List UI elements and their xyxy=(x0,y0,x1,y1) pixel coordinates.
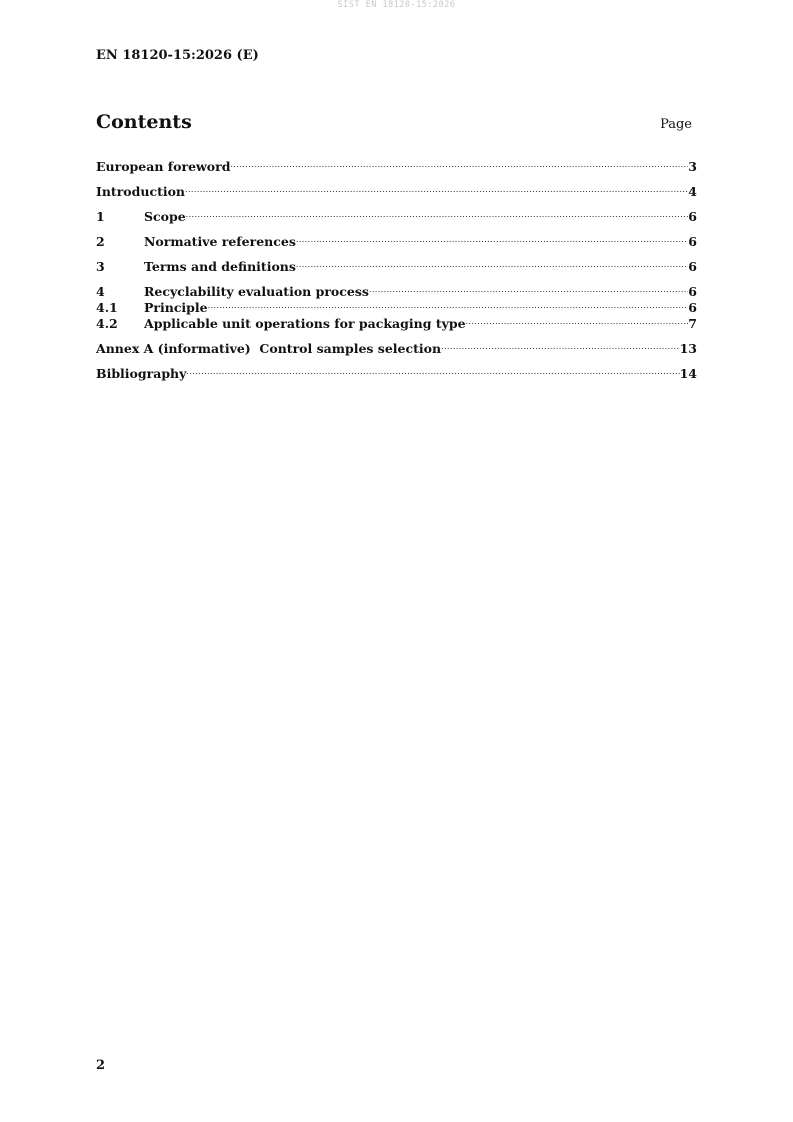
toc-leader-dots xyxy=(208,296,689,312)
toc-entry-annex-a[interactable] xyxy=(96,337,697,356)
toc-leader-dots xyxy=(466,312,689,328)
toc-entry-page: 7 xyxy=(688,316,697,331)
toc-entry-number: 1 xyxy=(96,209,105,224)
toc-entry-page: 3 xyxy=(688,159,697,174)
toc-entry-number: 4.1 xyxy=(96,300,118,315)
toc-entry-number: 3 xyxy=(96,259,105,274)
toc-leader-dots xyxy=(441,337,680,353)
toc-entry-label: Annex A (informative) Control samples selection xyxy=(96,341,442,356)
toc-entry-scope[interactable] xyxy=(96,205,697,224)
toc-entry-label: Terms and definitions xyxy=(144,259,296,274)
toc-entry-label: Scope xyxy=(144,209,186,224)
toc-entry-terms-and-definitions[interactable] xyxy=(96,255,697,274)
toc-leader-dots xyxy=(186,362,679,378)
toc-entry-page: 6 xyxy=(688,284,697,299)
toc-entry-label: Applicable unit operations for packaging type xyxy=(144,316,466,331)
toc-entry-label: Introduction xyxy=(96,184,186,199)
toc-leader-dots xyxy=(369,280,688,296)
toc-entry-label: Principle xyxy=(144,300,208,315)
toc-entry-number: 4 xyxy=(96,284,105,299)
toc-entry-introduction[interactable] xyxy=(96,180,697,199)
page-number: 2 xyxy=(96,1058,106,1073)
toc-entry-normative-references[interactable] xyxy=(96,230,697,249)
toc-entry-label: Bibliography xyxy=(96,366,187,381)
watermark: SIST EN 18120-15:2026 xyxy=(337,0,456,10)
page-column-label: Page xyxy=(660,117,692,132)
toc-entry-label: Normative references xyxy=(144,234,296,249)
toc-entry-page: 14 xyxy=(679,366,697,381)
toc-entry-page: 6 xyxy=(688,259,697,274)
toc-leader-dots xyxy=(296,255,688,271)
toc-entry-bibliography[interactable] xyxy=(96,362,697,381)
toc-leader-dots xyxy=(186,205,689,221)
contents-title: Contents xyxy=(96,111,192,133)
toc-entry-european-foreword[interactable] xyxy=(96,155,697,174)
toc-entry-page: 6 xyxy=(688,300,697,315)
toc-entry-page: 4 xyxy=(688,184,697,199)
toc-entry-recyclability-evaluation-process[interactable] xyxy=(96,280,697,299)
toc-entry-label: Recyclability evaluation process xyxy=(144,284,369,299)
toc-entry-page: 6 xyxy=(688,234,697,249)
table-of-contents xyxy=(96,155,697,381)
toc-leader-dots xyxy=(185,180,688,196)
document-id: EN 18120-15:2026 (E) xyxy=(96,48,259,63)
toc-entry-number: 4.2 xyxy=(96,316,118,331)
toc-entry-page: 13 xyxy=(679,341,697,356)
toc-entry-label: European foreword xyxy=(96,159,231,174)
toc-entry-number: 2 xyxy=(96,234,105,249)
toc-leader-dots xyxy=(296,230,688,246)
toc-leader-dots xyxy=(230,155,688,171)
toc-entry-page: 6 xyxy=(688,209,697,224)
